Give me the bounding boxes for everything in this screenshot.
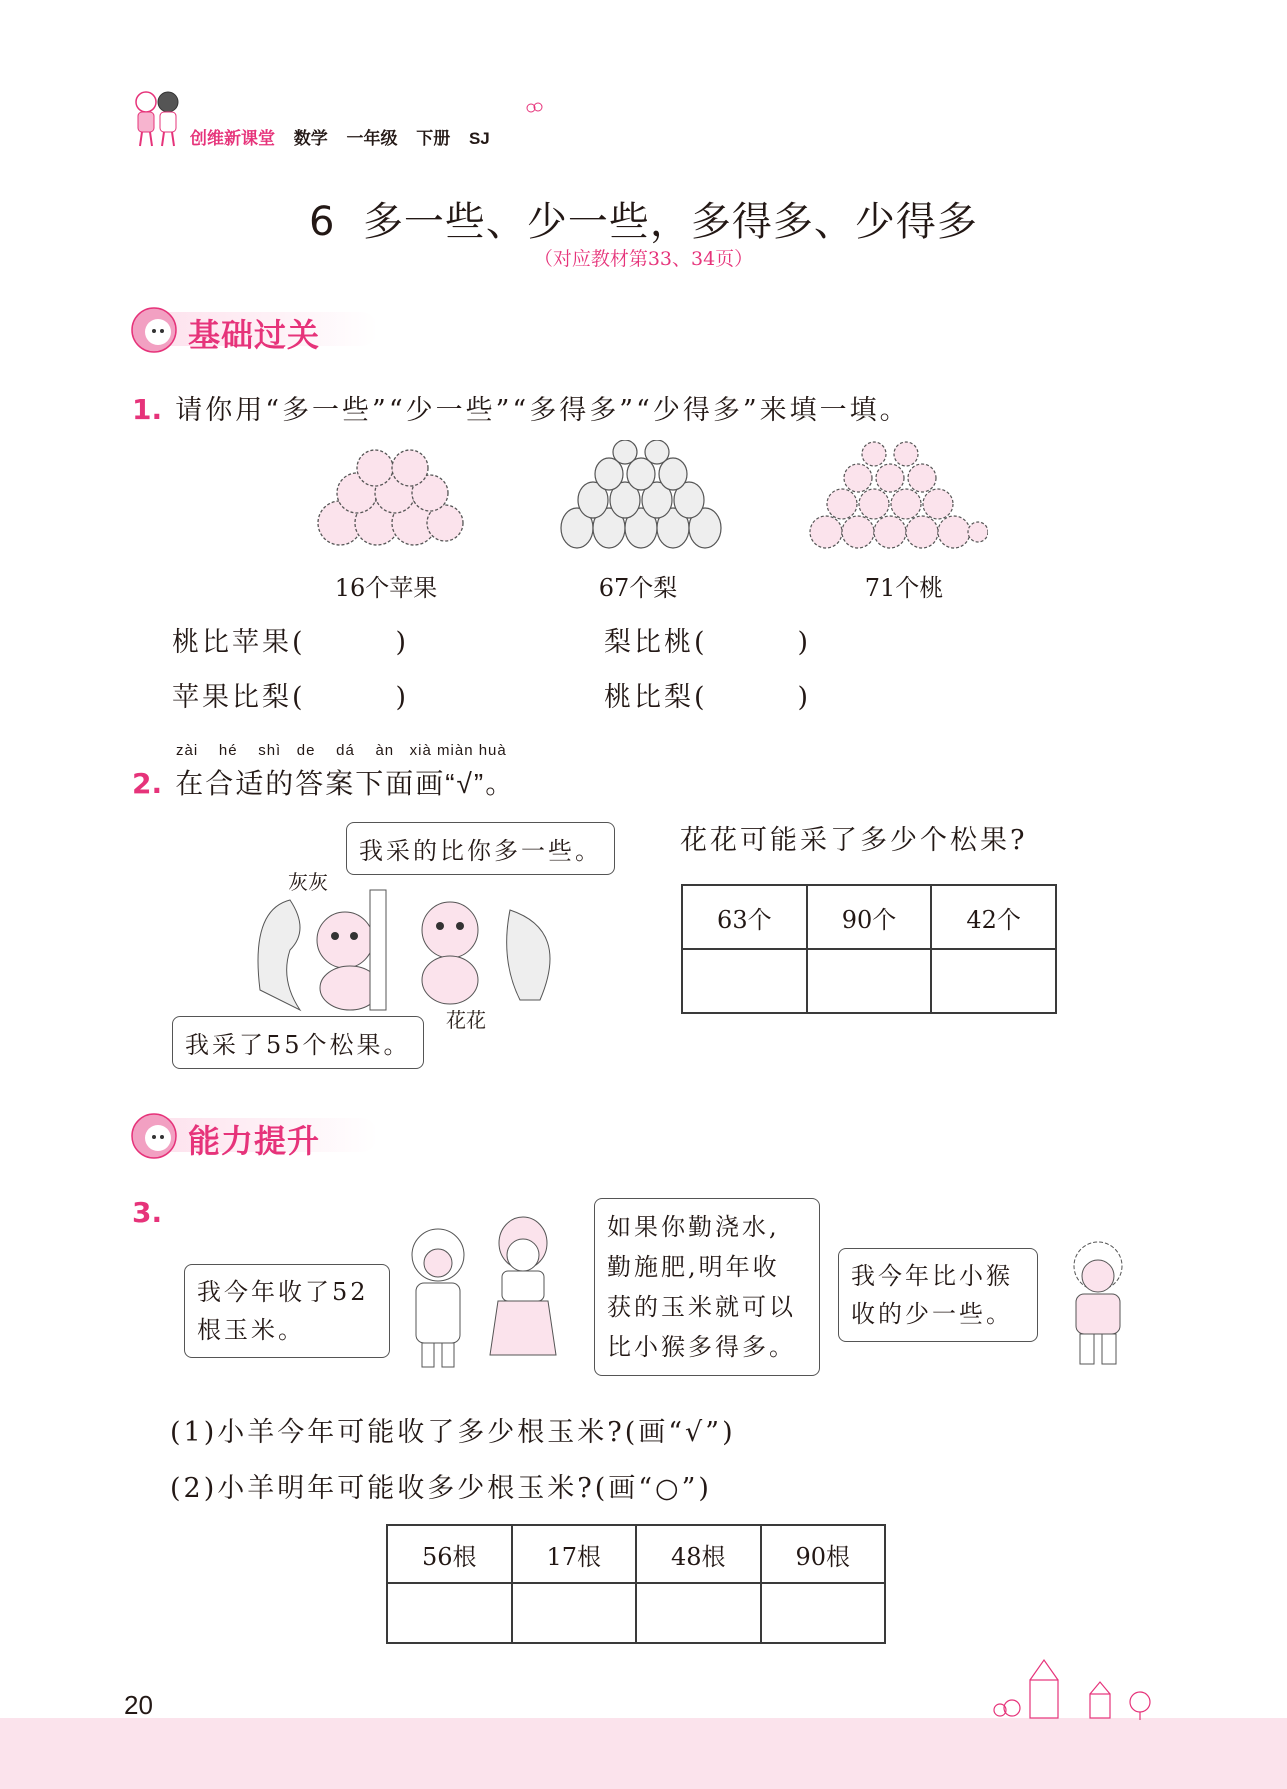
speech-bubble-top: 我采的比你多一些。 [346,822,615,875]
footer-band [0,1718,1287,1789]
volume: 下册 [416,129,451,148]
option-cell: 42个 [931,885,1056,949]
question-3-number: 3. [132,1196,163,1229]
blank-peach-vs-pear[interactable]: 桃比梨( ) [604,682,812,713]
answer-cell[interactable] [512,1583,637,1643]
pinyin-row: zài hé shì de dá àn xià miàn huà [176,742,507,759]
blank-peach-vs-apple[interactable]: 桃比苹果( ) [172,627,410,658]
answer-cell[interactable] [636,1583,761,1643]
option-cell: 90根 [761,1525,886,1583]
series-name: 创维新课堂 [190,129,275,148]
option-cell: 56根 [387,1525,512,1583]
monkey-and-sheep-illustration [398,1205,578,1375]
lesson-number: 6 [309,199,336,245]
blank-prompt: 桃比梨( [604,682,708,713]
q3-sub-question-1: (1)小羊今年可能收了多少根玉米?(画“√”) [170,1417,736,1448]
option-cell: 48根 [636,1525,761,1583]
apple-pile-illustration [315,448,465,548]
peach-pile-illustration [808,440,988,552]
section-badge-advanced [128,1112,388,1160]
question-number: 1. [132,393,163,426]
question-2 [132,762,515,802]
question-prompt: 在合适的答案下面画“√”。 [175,768,516,799]
speech-bubble-bottom: 我采了55个松果。 [172,1016,424,1069]
section-title: 能力提升 [188,1122,321,1160]
q3-sub-question-2: (2)小羊明年可能收多少根玉米?(画“○”) [170,1473,712,1504]
answer-cell[interactable] [931,949,1056,1013]
kids-logo-illustration [128,88,188,148]
blank-apple-vs-pear[interactable]: 苹果比梨( ) [172,682,410,713]
q2-question: 花花可能采了多少个松果? [680,825,1028,856]
question-prompt: 请你用“多一些”“少一些”“多得多”“少得多”来填一填。 [175,395,910,426]
lesson-title [0,190,1287,247]
answer-cell[interactable] [682,949,807,1013]
blank-prompt: 苹果比梨( [172,682,306,713]
castle-decoration-icon [990,1650,1170,1720]
grade: 一年级 [346,129,398,148]
name-label-huahua: 花花 [446,1008,486,1032]
name-label-huihui: 灰灰 [288,870,328,894]
sheep-mother-speech-bubble: 如果你勤浇水, 勤施肥,明年收 获的玉米就可以 比小猴多得多。 [594,1198,820,1376]
pear-pile-illustration [557,440,727,550]
question-1 [132,388,910,427]
option-cell: 90个 [807,885,932,949]
option-cell: 17根 [512,1525,637,1583]
monkey-speech-bubble: 我今年收了52 根玉米。 [184,1264,390,1358]
q3-answer-table [386,1524,886,1644]
subject: 数学 [293,129,328,148]
lamb-illustration [1062,1240,1134,1372]
lamb-speech-bubble: 我今年比小猴 收的少一些。 [838,1248,1038,1342]
page-number: 20 [124,1690,153,1720]
textbook-reference: （对应教材第33、34页） [533,248,754,270]
blank-prompt: 梨比桃( [604,627,708,658]
lesson-title-text: 多一些、少一些，多得多、少得多 [362,199,978,245]
blank-prompt: 桃比苹果( [172,627,306,658]
apple-count-label: 16个苹果 [334,574,438,602]
answer-cell[interactable] [387,1583,512,1643]
blank-pear-vs-peach[interactable]: 梨比桃( ) [604,627,812,658]
cartoon-head-icon [128,1112,180,1160]
cartoon-head-icon [128,306,180,354]
peach-count-label: 71个桃 [864,574,944,602]
pear-count-label: 67个梨 [598,574,678,602]
edition: SJ [468,129,490,148]
section-badge-basics [128,306,388,354]
section-title: 基础过关 [188,316,321,354]
answer-cell[interactable] [807,949,932,1013]
answer-cell[interactable] [761,1583,886,1643]
q2-answer-table [681,884,1057,1014]
option-cell: 63个 [682,885,807,949]
book-header [190,124,504,149]
flower-icon [525,100,545,116]
question-number: 2. [132,767,163,800]
